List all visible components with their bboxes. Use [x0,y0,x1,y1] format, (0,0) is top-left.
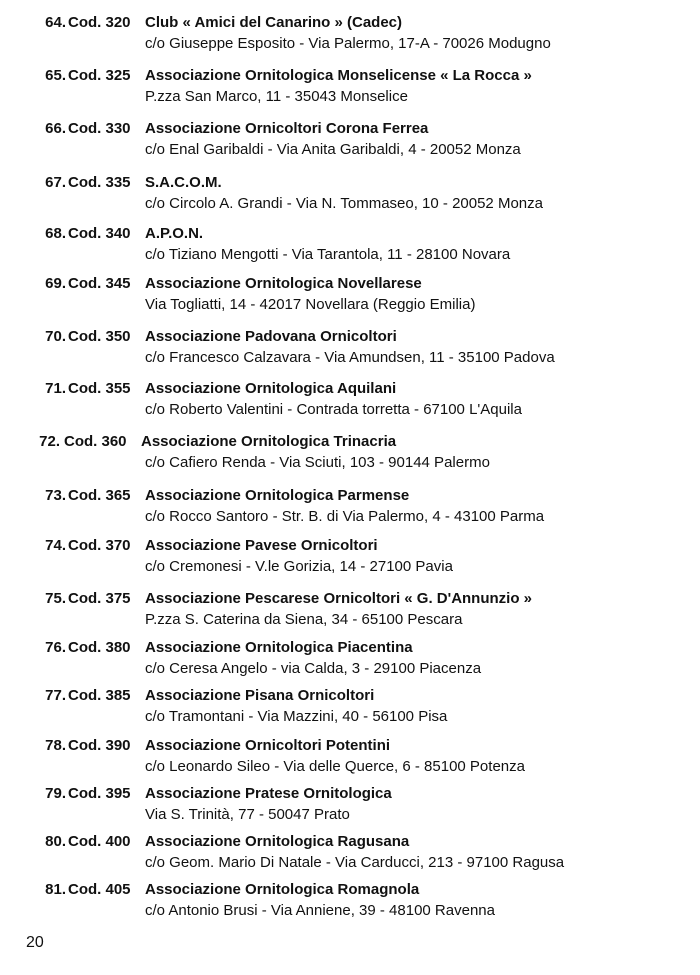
entry-address: c/o Leonardo Sileo - Via delle Querce, 6 - 85100 Potenza [145,758,525,775]
entry-number: 71. [45,380,66,397]
entry-number: 80. [45,833,66,850]
entry-name: S.A.C.O.M. [145,174,222,191]
list-entry [0,687,700,733]
entry-code: Cod. 405 [68,881,131,898]
entry-number: 64. [45,14,66,31]
entry-address: c/o Geom. Mario Di Natale - Via Carducci, 213 - 97100 Ragusa [145,854,565,871]
list-entry [0,225,700,271]
entry-name: Associazione Ornitologica Parmense [145,487,410,504]
entry-code: Cod. 365 [68,487,131,504]
entry-address: c/o Ceresa Angelo - via Calda, 3 - 29100 Piacenza [145,660,482,677]
entry-name: Associazione Ornitologica Monselicense « La Rocca » [145,67,532,84]
entry-address: c/o Francesco Calzavara - Via Amundsen, 11 - 35100 Padova [145,349,555,366]
entry-name: Associazione Padovana Ornicoltori [145,328,397,345]
entry-code: Cod. 340 [68,225,131,242]
list-entry [0,737,700,783]
entry-address: Via Togliatti, 14 - 42017 Novellara (Reggio Emilia) [145,296,476,313]
entry-address: c/o Cafiero Renda - Via Sciuti, 103 - 90144 Palermo [145,454,490,471]
list-entry [0,881,700,927]
entry-number: 70. [45,328,66,345]
entry-number: 66. [45,120,66,137]
entry-number: 65. [45,67,66,84]
entry-code: Cod. 345 [68,275,131,292]
entry-address: P.zza S. Caterina da Siena, 34 - 65100 Pescara [145,611,463,628]
entry-name: Associazione Ornitologica Piacentina [145,639,413,656]
entry-code: Cod. 380 [68,639,131,656]
list-entry [0,14,700,60]
entry-name: Associazione Ornitologica Trinacria [141,433,397,450]
list-entry [0,537,700,583]
entry-name: Associazione Pavese Ornicoltori [145,537,378,554]
list-entry [0,120,700,166]
entry-address: c/o Rocco Santoro - Str. B. di Via Palermo, 4 - 43100 Parma [145,508,545,525]
entry-number: 75. [45,590,66,607]
entry-code: Cod. 325 [68,67,131,84]
list-entry [0,275,700,321]
entry-address: c/o Circolo A. Grandi - Via N. Tommaseo, 10 - 20052 Monza [145,195,543,212]
entry-code: Cod. 330 [68,120,131,137]
entry-address: c/o Cremonesi - V.le Gorizia, 14 - 27100 Pavia [145,558,453,575]
entry-code: Cod. 385 [68,687,131,704]
list-entry [0,328,700,374]
entry-code: Cod. 350 [68,328,131,345]
list-entry [0,590,700,636]
entry-name: Associazione Pescarese Ornicoltori « G. D'Annunzio » [145,590,533,607]
entry-address: c/o Antonio Brusi - Via Anniene, 39 - 48100 Ravenna [145,902,495,919]
entry-code: Cod. 375 [68,590,131,607]
entry-code: Cod. 400 [68,833,131,850]
entry-name: Associazione Ornitologica Aquilani [145,380,397,397]
entry-code: Cod. 395 [68,785,131,802]
entry-address: Via S. Trinità, 77 - 50047 Prato [145,806,350,823]
entry-address: c/o Enal Garibaldi - Via Anita Garibaldi, 4 - 20052 Monza [145,141,521,158]
list-entry [0,833,700,879]
entry-number: 76. [45,639,66,656]
entry-name: A.P.O.N. [145,225,204,242]
entry-number: 69. [45,275,66,292]
entry-name: Associazione Pratese Ornitologica [145,785,392,802]
entry-address: c/o Tiziano Mengotti - Via Tarantola, 11 - 28100 Novara [145,246,511,263]
entry-number: 78. [45,737,66,754]
entry-code: Cod. 355 [68,380,131,397]
list-entry [0,639,700,685]
list-entry [0,433,700,479]
entry-name: Club « Amici del Canarino » (Cadec) [145,14,402,31]
entry-name: Associazione Ornicoltori Potentini [145,737,391,754]
entry-number: 81. [45,881,66,898]
entry-number: 73. [45,487,66,504]
entry-address: c/o Giuseppe Esposito - Via Palermo, 17-A - 70026 Modugno [145,35,551,52]
entry-address: P.zza San Marco, 11 - 35043 Monselice [145,88,408,105]
page-number: 20 [26,934,44,951]
entry-code: Cod. 360 [64,433,127,450]
entry-number: 67. [45,174,66,191]
entry-number: 77. [45,687,66,704]
list-entry [0,487,700,533]
list-entry [0,785,700,831]
entry-name: Associazione Pisana Ornicoltori [145,687,375,704]
entry-address: c/o Roberto Valentini - Contrada torretta - 67100 L'Aquila [145,401,522,418]
entry-number: 74. [45,537,66,554]
entry-address: c/o Tramontani - Via Mazzini, 40 - 56100 Pisa [145,708,448,725]
entry-name: Associazione Ornicoltori Corona Ferrea [145,120,429,137]
entry-code: Cod. 370 [68,537,131,554]
entry-name: Associazione Ornitologica Romagnola [145,881,420,898]
entry-number: 72. [39,433,60,450]
entry-name: Associazione Ornitologica Ragusana [145,833,410,850]
list-entry [0,380,700,426]
entry-number: 79. [45,785,66,802]
entry-name: Associazione Ornitologica Novellarese [145,275,422,292]
entry-code: Cod. 320 [68,14,131,31]
list-entry [0,174,700,220]
entry-code: Cod. 390 [68,737,131,754]
entry-code: Cod. 335 [68,174,131,191]
list-entry [0,67,700,113]
entry-number: 68. [45,225,66,242]
